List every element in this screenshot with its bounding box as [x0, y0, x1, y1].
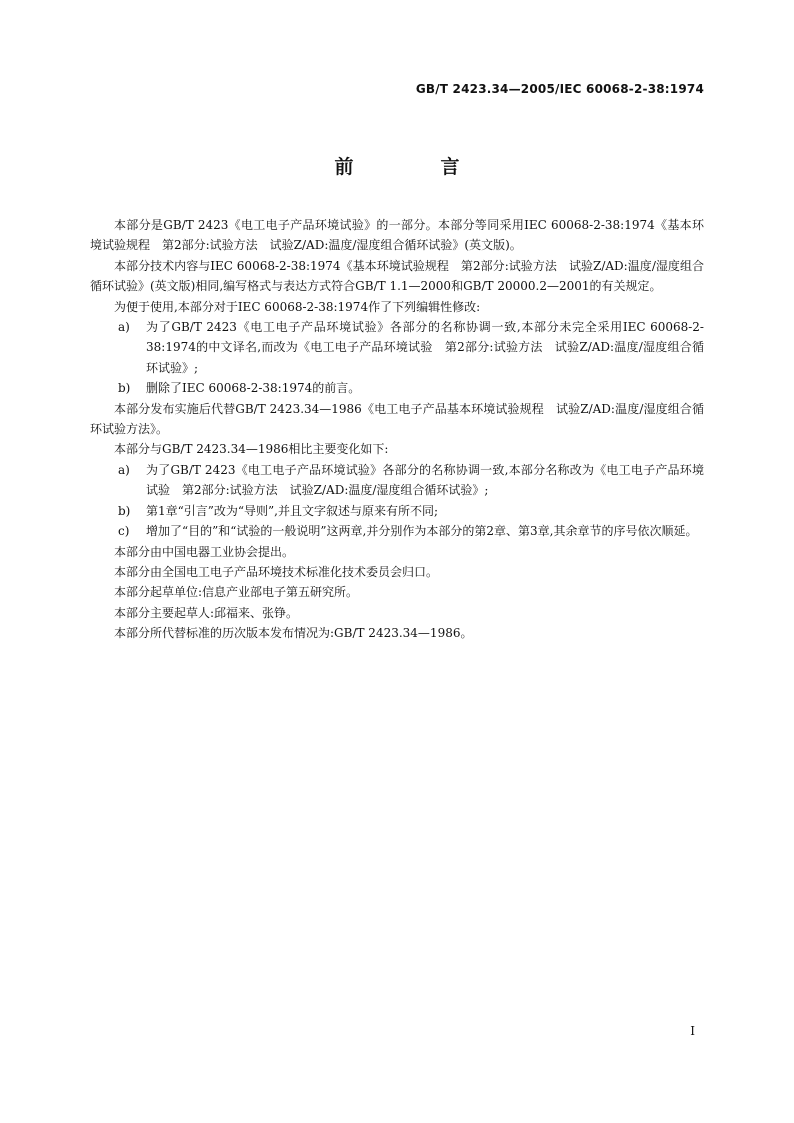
paragraph-replacement: 本部分发布实施后代替GB/T 2423.34—1986《电工电子产品基本环境试验规程 试验Z/AD:温度/湿度组合循环试验方法》。	[90, 401, 704, 437]
list-item-text: 为了GB/T 2423《电工电子产品环境试验》各部分的名称协调一致,本部分未完全采用IEC 60068-2-38:1974的中文译名,而改为《电工电子产品环境试验 第2部分:试验方法 试验Z/AD:温度/湿度组合循环试验》;	[146, 320, 704, 375]
paragraph-main-changes: 本部分与GB/T 2423.34—1986相比主要变化如下:	[114, 442, 389, 457]
list-item-text: 删除了IEC 60068-2-38:1974的前言。	[146, 381, 361, 396]
paragraph-scope: 本部分是GB/T 2423《电工电子产品环境试验》的一部分。本部分等同采用IEC 60068-2-38:1974《基本环境试验规程 第2部分:试验方法 试验Z/AD:温度/湿度组合循环试验》(英文版)。	[90, 218, 704, 253]
list-item	[90, 501, 704, 521]
list-item	[90, 317, 704, 378]
paragraph-drafting-unit: 本部分起草单位:信息产业部电子第五研究所。	[114, 585, 359, 600]
list-item	[90, 460, 704, 501]
list-item-marker: b)	[118, 381, 131, 396]
paragraph-administrator: 本部分由全国电工电子产品环境技术标准化技术委员会归口。	[114, 564, 439, 579]
list-item	[90, 521, 704, 541]
paragraph-editorial-changes: 为便于使用,本部分对于IEC 60068-2-38:1974作了下列编辑性修改:	[114, 299, 481, 314]
list-item-marker: a)	[118, 320, 130, 335]
paragraph-technical-content: 本部分技术内容与IEC 60068-2-38:1974《基本环境试验规程 第2部分:试验方法 试验Z/AD:温度/湿度组合循环试验》(英文版)相同,编写格式与表达方式符合GB/T 1.1—2000和GB/T 20000.2—2001的有关规定。	[90, 258, 704, 294]
list-item-text: 第1章“引言”改为“导则”,并且文字叙述与原来有所不同;	[146, 503, 439, 518]
list-item	[90, 378, 704, 398]
list-item-text: 增加了“目的”和“试验的一般说明”这两章,并分别作为本部分的第2章、第3章,其余章节的序号依次顺延。	[146, 524, 698, 539]
page-number: I	[690, 1024, 695, 1038]
page-title: 前 言	[334, 156, 494, 178]
list-item-marker: b)	[118, 503, 131, 518]
paragraph-drafters: 本部分主要起草人:邱福来、张铮。	[114, 605, 299, 620]
list-item-marker: a)	[118, 462, 130, 477]
list-item-text: 为了GB/T 2423《电工电子产品环境试验》各部分的名称协调一致,本部分名称改为《电工电子产品环境试验 第2部分:试验方法 试验Z/AD:温度/湿度组合循环试验》;	[146, 462, 704, 498]
paragraph-proposer: 本部分由中国电器工业协会提出。	[114, 544, 295, 559]
list-item-marker: c)	[118, 524, 130, 539]
foreword-body	[90, 215, 704, 644]
standard-code: GB/T 2423.34—2005/IEC 60068-2-38:1974	[415, 82, 704, 96]
paragraph-previous-editions: 本部分所代替标准的历次版本发布情况为:GB/T 2423.34—1986。	[114, 626, 473, 641]
